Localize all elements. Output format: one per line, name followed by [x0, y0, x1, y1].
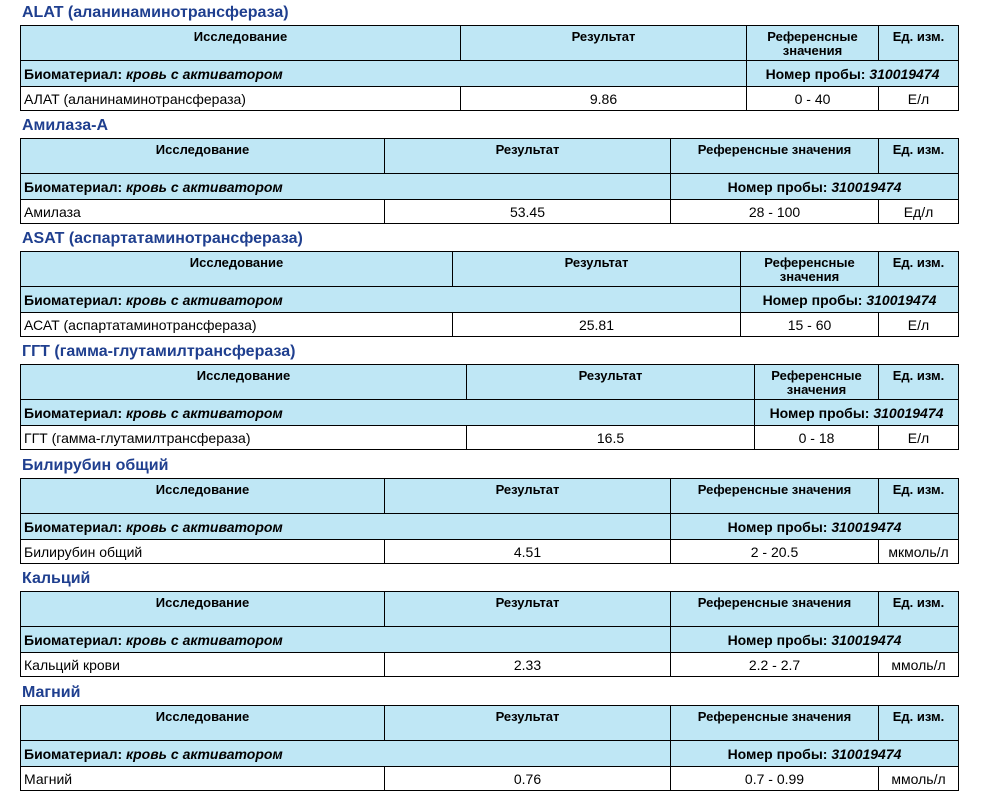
test-name: АЛАТ (аланинаминотрансфераза) — [21, 87, 461, 111]
sample-number-cell: Номер пробы: 310019474 — [671, 514, 959, 540]
results-table — [20, 591, 959, 677]
biomaterial-cell: Биоматериал: кровь с активатором — [21, 514, 671, 540]
header-result: Результат — [467, 365, 755, 400]
test-reference: 2 - 20.5 — [671, 540, 879, 564]
section-title: ASAT (аспартатаминотрансфераза) — [22, 230, 303, 247]
test-name: Кальций крови — [21, 653, 385, 677]
test-reference: 0 - 18 — [755, 426, 879, 450]
biomaterial-row — [21, 741, 959, 767]
header-study: Исследование — [21, 479, 385, 514]
test-units: Ед/л — [879, 200, 959, 224]
sample-number-cell: Номер пробы: 310019474 — [741, 287, 959, 313]
header-reference: Референсные значения — [741, 252, 879, 287]
results-table — [20, 251, 959, 337]
biomaterial-row — [21, 627, 959, 653]
header-result: Результат — [461, 26, 747, 61]
section-title: ALAT (аланинаминотрансфераза) — [22, 4, 289, 21]
biomaterial-cell: Биоматериал: кровь с активатором — [21, 741, 671, 767]
table-header-row — [21, 252, 959, 287]
header-result: Результат — [385, 706, 671, 741]
header-units: Ед. изм. — [879, 252, 959, 287]
header-study: Исследование — [21, 139, 385, 174]
header-study: Исследование — [21, 26, 461, 61]
table-row — [21, 87, 959, 111]
test-result: 16.5 — [467, 426, 755, 450]
test-reference: 28 - 100 — [671, 200, 879, 224]
results-table — [20, 478, 959, 564]
test-name: Амилаза — [21, 200, 385, 224]
test-units: Е/л — [879, 313, 959, 337]
table-row — [21, 426, 959, 450]
biomaterial-row — [21, 174, 959, 200]
test-name: АСАТ (аспартатаминотрансфераза) — [21, 313, 453, 337]
sample-number-cell: Номер пробы: 310019474 — [755, 400, 959, 426]
table-row — [21, 767, 959, 791]
header-reference: Референсные значения — [671, 479, 879, 514]
test-reference: 0 - 40 — [747, 87, 879, 111]
header-study: Исследование — [21, 252, 453, 287]
header-units: Ед. изм. — [879, 479, 959, 514]
test-units: ммоль/л — [879, 767, 959, 791]
test-reference: 0.7 - 0.99 — [671, 767, 879, 791]
results-table — [20, 138, 959, 224]
sample-number-cell: Номер пробы: 310019474 — [671, 741, 959, 767]
section-title: Кальций — [22, 570, 91, 587]
test-name: Билирубин общий — [21, 540, 385, 564]
header-study: Исследование — [21, 365, 467, 400]
header-reference: Референсные значения — [755, 365, 879, 400]
results-table — [20, 25, 959, 111]
sample-number-cell: Номер пробы: 310019474 — [747, 61, 959, 87]
test-name: ГГТ (гамма-глутамилтрансфераза) — [21, 426, 467, 450]
results-table — [20, 364, 959, 450]
biomaterial-cell: Биоматериал: кровь с активатором — [21, 287, 741, 313]
header-units: Ед. изм. — [879, 592, 959, 627]
header-result: Результат — [385, 479, 671, 514]
table-header-row — [21, 592, 959, 627]
table-row — [21, 313, 959, 337]
table-header-row — [21, 26, 959, 61]
header-units: Ед. изм. — [879, 365, 959, 400]
test-units: Е/л — [879, 426, 959, 450]
test-result: 4.51 — [385, 540, 671, 564]
test-result: 2.33 — [385, 653, 671, 677]
header-units: Ед. изм. — [879, 706, 959, 741]
biomaterial-row — [21, 287, 959, 313]
header-reference: Референсные значения — [747, 26, 879, 61]
section-title: Магний — [22, 684, 81, 701]
table-row — [21, 200, 959, 224]
results-table — [20, 705, 959, 791]
table-row — [21, 653, 959, 677]
test-units: ммоль/л — [879, 653, 959, 677]
header-units: Ед. изм. — [879, 26, 959, 61]
header-study: Исследование — [21, 706, 385, 741]
test-result: 25.81 — [453, 313, 741, 337]
biomaterial-cell: Биоматериал: кровь с активатором — [21, 627, 671, 653]
biomaterial-row — [21, 514, 959, 540]
biomaterial-cell: Биоматериал: кровь с активатором — [21, 400, 755, 426]
section-title: Билирубин общий — [22, 457, 169, 474]
sample-number-cell: Номер пробы: 310019474 — [671, 174, 959, 200]
section-title: Амилаза-А — [22, 117, 109, 134]
test-result: 53.45 — [385, 200, 671, 224]
table-header-row — [21, 365, 959, 400]
test-units: Е/л — [879, 87, 959, 111]
biomaterial-cell: Биоматериал: кровь с активатором — [21, 174, 671, 200]
test-units: мкмоль/л — [879, 540, 959, 564]
header-reference: Референсные значения — [671, 706, 879, 741]
header-units: Ед. изм. — [879, 139, 959, 174]
test-reference: 15 - 60 — [741, 313, 879, 337]
header-reference: Референсные значения — [671, 139, 879, 174]
section-title: ГГТ (гамма-глутамилтрансфераза) — [22, 343, 296, 360]
table-header-row — [21, 479, 959, 514]
test-result: 0.76 — [385, 767, 671, 791]
test-result: 9.86 — [461, 87, 747, 111]
header-reference: Референсные значения — [671, 592, 879, 627]
sample-number-cell: Номер пробы: 310019474 — [671, 627, 959, 653]
header-result: Результат — [453, 252, 741, 287]
header-result: Результат — [385, 592, 671, 627]
header-study: Исследование — [21, 592, 385, 627]
biomaterial-row — [21, 61, 959, 87]
test-name: Магний — [21, 767, 385, 791]
header-result: Результат — [385, 139, 671, 174]
biomaterial-cell: Биоматериал: кровь с активатором — [21, 61, 747, 87]
test-reference: 2.2 - 2.7 — [671, 653, 879, 677]
biomaterial-row — [21, 400, 959, 426]
table-header-row — [21, 706, 959, 741]
table-header-row — [21, 139, 959, 174]
table-row — [21, 540, 959, 564]
